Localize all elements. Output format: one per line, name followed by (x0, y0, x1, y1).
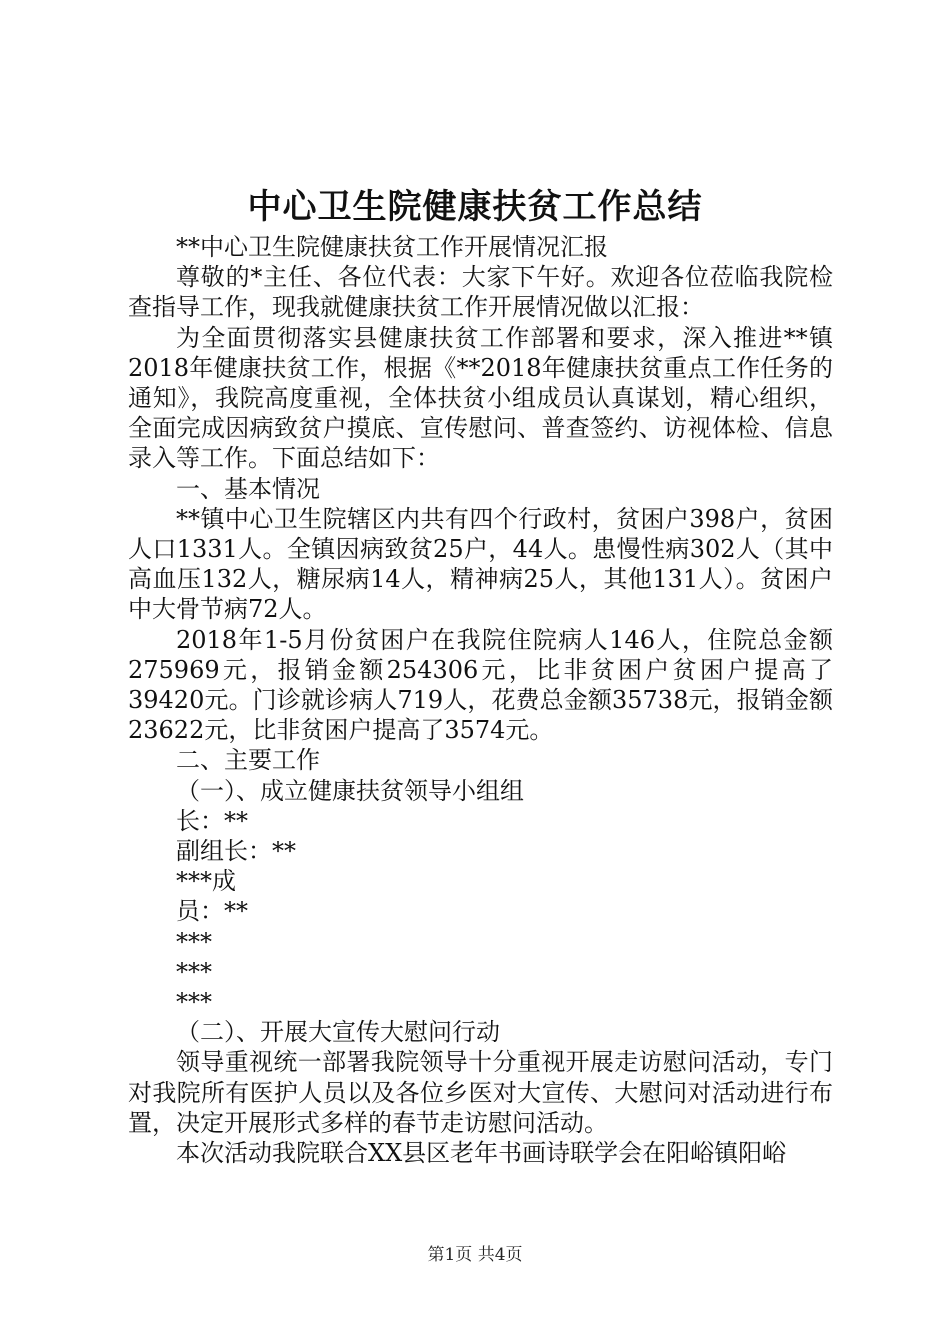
visit-arrangement-paragraph: 领导重视统一部署我院领导十分重视开展走访慰问活动，专门对我院所有医护人员以及各位乡医对大宣传、大慰问对活动进行布置，决定开展形式多样的春节走访慰问活动。 (128, 1048, 833, 1137)
page-number-footer: 第1页 共4页 (427, 1245, 523, 1265)
subsection-heading-1: （一）、成立健康扶贫领导小组组 (176, 776, 524, 805)
deputy-leader-line: 副组长：** (176, 837, 296, 866)
member-line: *** (176, 927, 212, 956)
member-line: *** (176, 957, 212, 986)
document-body (128, 232, 833, 1168)
section-heading-basic: 一、基本情况 (176, 474, 320, 503)
hospital-statistics-paragraph: 2018年1-5月份贫困户在我院住院病人146人，住院总金额275969元，报销金额254306元，比非贫困户贫困户提高了39420元。门诊就诊病人719人，花费总金额35738元，报销金额23622元，比非贫困户提高了3574元。 (128, 625, 833, 745)
team-member-line: ***成 (176, 867, 236, 896)
section-heading-main-work: 二、主要工作 (176, 746, 320, 775)
intro-paragraph: 为全面贯彻落实县健康扶贫工作部署和要求，深入推进**镇2018年健康扶贫工作，根据《**2018年健康扶贫重点工作任务的通知》，我院高度重视，全体扶贫小组成员认真谋划，精心组织，全面完成因病致贫户摸底、宣传慰问、普查签约、访视体检、信息录入等工作。下面总结如下： (128, 323, 833, 473)
basic-situation-paragraph: **镇中心卫生院辖区内共有四个行政村，贫困户398户，贫困人口1331人。全镇因病致贫25户，44人。患慢性病302人（其中高血压132人，糖尿病14人，精神病25人，其他131人）。贫困户中大骨节病72人。 (128, 504, 833, 624)
member-line: *** (176, 988, 212, 1017)
report-heading: **中心卫生院健康扶贫工作开展情况汇报 (176, 233, 608, 261)
team-leader-line: 长：** (176, 806, 248, 835)
greeting-paragraph: 尊敬的*主任、各位代表：大家下午好。欢迎各位莅临我院检查指导工作，现我就健康扶贫工作开展情况做以汇报： (128, 263, 833, 322)
subsection-heading-2: （二）、开展大宣传大慰问行动 (176, 1018, 500, 1047)
member-line: 员：** (176, 897, 248, 926)
activity-paragraph: 本次活动我院联合XX县区老年书画诗联学会在阳峪镇阳峪 (176, 1139, 787, 1168)
page-title: 中心卫生院健康扶贫工作总结 (247, 187, 703, 227)
